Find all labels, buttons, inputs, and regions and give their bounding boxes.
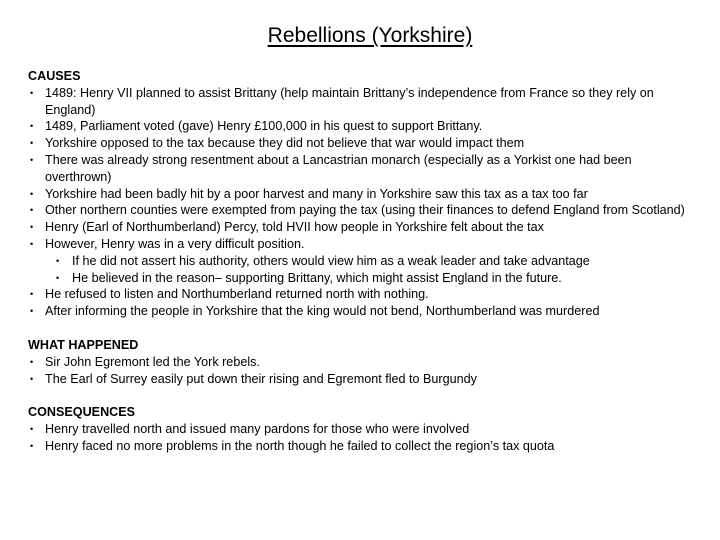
causes-section	[28, 68, 700, 320]
document-body	[28, 68, 700, 455]
consequences-item: • Henry faced no more problems in the north though he failed to collect the region’s tax quota	[28, 438, 700, 455]
causes-item: • Yorkshire opposed to the tax because they did not believe that war would impact them	[28, 135, 700, 152]
causes-item: • 1489, Parliament voted (gave) Henry £100,000 in his quest to support Brittany.	[28, 118, 700, 135]
what-happened-item: • Sir John Egremont led the York rebels.	[28, 354, 700, 371]
consequences-list	[28, 421, 700, 455]
causes-item: • Other northern counties were exempted from paying the tax (using their finances to defend England from Scotland)	[28, 202, 700, 219]
what-happened-section	[28, 337, 700, 387]
what-happened-item: • The Earl of Surrey easily put down their rising and Egremont fled to Burgundy	[28, 371, 700, 388]
causes-subitem: • He believed in the reason– supporting Brittany, which might assist England in the future.	[28, 270, 700, 287]
consequences-heading: CONSEQUENCES	[28, 405, 136, 420]
causes-item: • After informing the people in Yorkshire that the king would not bend, Northumberland was murdered	[28, 303, 700, 320]
causes-item: • Henry (Earl of Northumberland) Percy, told HVII how people in Yorkshire felt about the tax	[28, 219, 700, 236]
causes-item: • 1489: Henry VII planned to assist Brittany (help maintain Brittany’s independence from France so they rely on England)	[28, 85, 700, 119]
page-title: Rebellions (Yorkshire)	[267, 24, 473, 47]
causes-item: • However, Henry was in a very difficult position.	[28, 236, 700, 253]
causes-item: • There was already strong resentment about a Lancastrian monarch (especially as a Yorkist one had been overthrown)	[28, 152, 700, 186]
what-happened-list	[28, 354, 700, 388]
what-happened-heading: WHAT HAPPENED	[28, 337, 139, 352]
consequences-item: • Henry travelled north and issued many pardons for those who were involved	[28, 421, 700, 438]
causes-subitem: • If he did not assert his authority, others would view him as a weak leader and take advantage	[28, 253, 700, 270]
causes-list	[28, 85, 700, 320]
causes-heading: CAUSES	[28, 69, 81, 83]
consequences-section	[28, 404, 700, 454]
causes-item: • He refused to listen and Northumberland returned north with nothing.	[28, 286, 700, 303]
section-spacer	[28, 387, 700, 404]
causes-item: • Yorkshire had been badly hit by a poor harvest and many in Yorkshire saw this tax as a tax too far	[28, 186, 700, 203]
section-spacer	[28, 320, 700, 337]
